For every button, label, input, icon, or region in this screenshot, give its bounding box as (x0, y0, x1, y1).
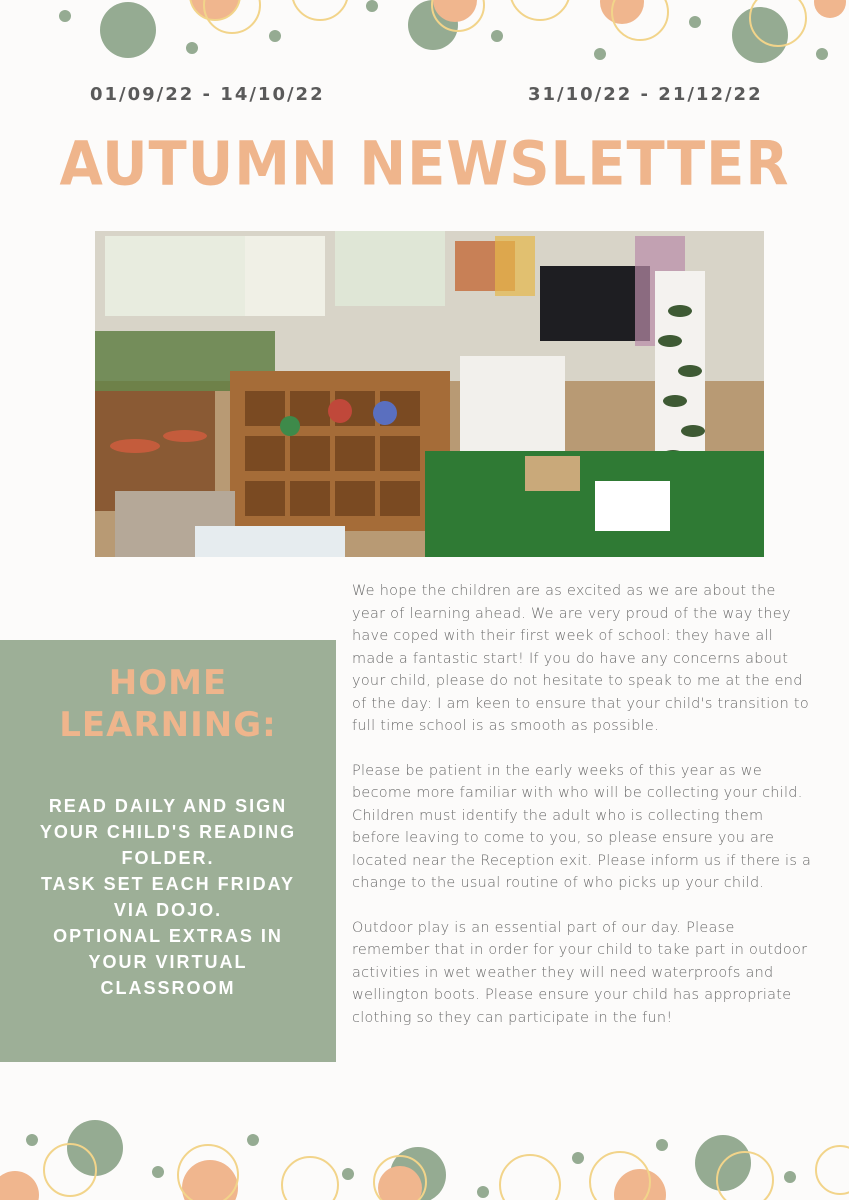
home-learning-line: YOUR VIRTUAL (88, 952, 248, 972)
body-paragraph-collection: Please be patient in the early weeks of this year as we become more familiar with who will be collecting your child. Children must identify the adult who is collecting them before leaving to come to you, so please ensure you are located near the Reception exit. Please inform us if there is a change to the usual routine of who picks up your child. (352, 762, 812, 891)
body-paragraph-welcome: We hope the children are as excited as we are about the year of learning ahead. We are very proud of the way they have coped with their first week of school: they have all made a fantastic start! If you do have any concerns about your child, please do not hesitate to speak to me at the end of the day: I am keen to ensure that your child's transition to full time school is as smooth as possible. (352, 583, 809, 734)
home-learning-line: TASK SET EACH FRIDAY (40, 874, 296, 894)
newsletter-title: AUTUMN NEWSLETTER (59, 129, 790, 200)
home-learning-line: VIA DOJO. (113, 900, 223, 920)
body-paragraph-outdoor-play: Outdoor play is an essential part of our day. Please remember that in order for your child to take part in outdoor activities in wet weather they will need waterproofs and wellington boots. Please ensure your child has appropriate clothing so they can participate in the fun! (352, 919, 808, 1026)
top-decoration (0, 0, 849, 70)
home-learning-line: READ DAILY AND SIGN (48, 796, 288, 816)
home-learning-line: FOLDER. (121, 848, 215, 868)
home-learning-panel (0, 640, 336, 1062)
home-learning-line: YOUR CHILD'S READING (39, 822, 297, 842)
newsletter-body (352, 580, 812, 1051)
home-learning-heading (0, 662, 336, 746)
date-range-second-half: 31/10/22 - 21/12/22 (528, 84, 763, 105)
home-learning-line: OPTIONAL EXTRAS IN (53, 926, 283, 946)
classroom-photo (95, 231, 764, 557)
bottom-decoration (0, 1110, 849, 1200)
home-learning-heading-line1: HOME (108, 663, 228, 703)
date-range-first-half: 01/09/22 - 14/10/22 (90, 84, 325, 105)
home-learning-heading-line2: LEARNING: (59, 705, 277, 745)
home-learning-text (30, 793, 306, 1001)
home-learning-line: CLASSROOM (100, 978, 236, 998)
